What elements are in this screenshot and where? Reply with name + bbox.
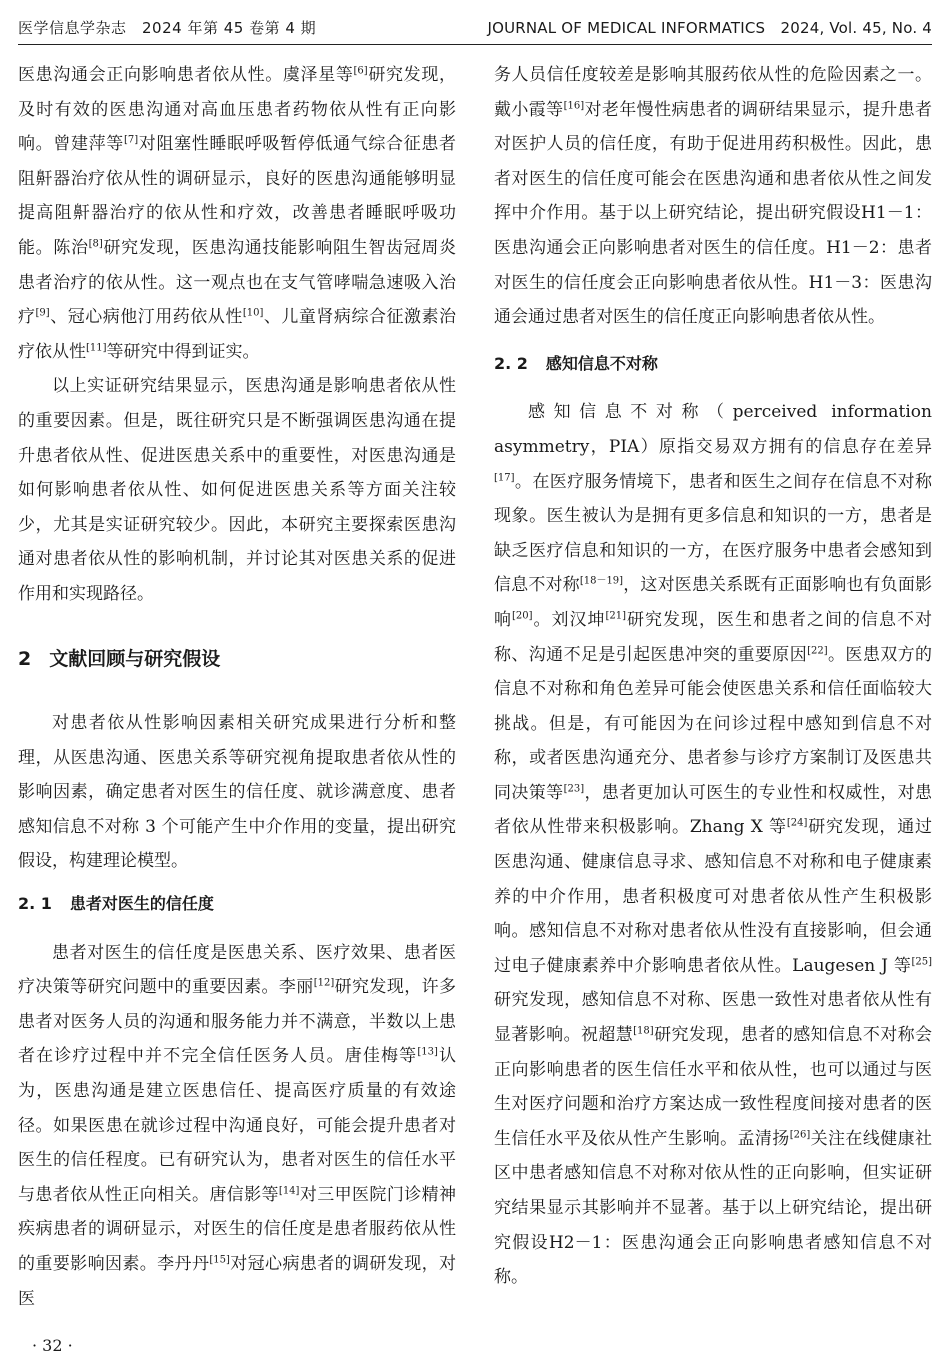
text-run: 。在医疗服务情境下，患者和医生之间存在信息不对称现象。医生被认为是拥有更多信息和知识的一方，患者是缺乏医疗信息和知识的一方，在医疗服务中患者会感知到信息不对称 <box>494 471 932 596</box>
citation: [10] <box>242 307 264 319</box>
text-run: 研究发现，医患沟通技能影响阻生智齿冠周炎患者治疗的依从性。这一观点也在支气管哮喘急速吸入治疗 <box>18 237 457 328</box>
section-number: 2. 1 <box>18 894 52 914</box>
paragraph-left-2: 以上实证研究结果显示，医患沟通是影响患者依从性的重要因素。但是，既往研究只是不断强调医患沟通在提升患者依从性、促进医患关系中的重要性，对医患沟通是如何影响患者依从性、如何促进医患关系等方面关注较少，尤其是实证研究较少。因此，本研究主要探索医患沟通对患者依从性的影响机制，并讨论其对医患关系的促进作用和实现路径。 <box>18 376 456 604</box>
citation: [8] <box>88 238 103 250</box>
text-run: 、儿童肾病综合征激素治疗依从性 <box>18 307 457 362</box>
journal-title-cn: 医学信息学杂志 2024 年第 45 卷第 4 期 <box>18 18 317 37</box>
section-title: 感知信息不对称 <box>545 353 658 373</box>
section-number: 2. 2 <box>494 353 528 373</box>
text-run: 对冠心病患者的调研发现，对医 <box>18 1254 457 1309</box>
citation: [18] <box>633 1025 654 1037</box>
text-run: 。医患双方的信息不对称和角色差异可能会使医患关系和信任面临较大挑战。但是，有可能因为在问诊过程中感知到信息不对称，或者医患沟通充分、患者参与诊疗方案制订及医患共同决策等 <box>494 644 933 803</box>
citation: [9] <box>35 307 50 319</box>
text-run: 等研究中得到证实。 <box>106 341 260 362</box>
citation: [12] <box>313 977 335 989</box>
citation: [23] <box>563 783 585 795</box>
paragraph-left-1 <box>18 58 456 369</box>
text-run: ，这对医患关系既有正面影响也有负面影响 <box>494 575 932 630</box>
text-run: 对阻塞性睡眠呼吸暂停低通气综合征患者阻鼾器治疗依从性的调研显示，良好的医患沟通能够明显提高阻鼾器治疗的依从性和疗效，改善患者睡眠呼吸功能。陈治 <box>18 134 457 258</box>
section-title: 文献回顾与研究假设 <box>49 647 221 670</box>
citation: [15] <box>209 1254 230 1266</box>
text-run: 务人员信任度较差是影响其服药依从性的危险因素之一。戴小霞等 <box>494 65 932 120</box>
text-run: 。刘汉坤 <box>532 609 606 630</box>
text-run: 研究发现，许多患者对医务人员的沟通和服务能力并不满意，半数以上患者在诊疗过程中并不完全信任医务人员。唐佳梅等 <box>18 977 457 1067</box>
text-run: 患者对医生的信任度是医患关系、医疗效果、患者医疗决策等研究问题中的重要因素。李丽 <box>18 942 456 998</box>
section-number: 2 <box>18 647 32 670</box>
running-header <box>18 10 932 45</box>
citation: [14] <box>278 1185 300 1197</box>
text-run: 研究发现，感知信息不对称、医患一致性对患者依从性有显著影响。祝超慧 <box>494 990 932 1046</box>
text-run: 研究发现，患者的感知信息不对称会正向影响患者的医生信任水平和依从性，也可以通过与医生对医疗问题和治疗方案达成一致性程度间接对患者的医生信任水平及依从性产生影响。孟清扬 <box>494 1025 932 1149</box>
citation: [20] <box>512 610 533 622</box>
citation: [22] <box>807 644 828 656</box>
paragraph-left-4 <box>18 936 456 1317</box>
journal-title-en: JOURNAL OF MEDICAL INFORMATICS 2024, Vol. 45, No. 4 <box>487 18 932 37</box>
text-run: 认为，医患沟通是建立医患信任、提高医疗质量的有效途径。如果医患在就诊过程中沟通良好，可能会提升患者对医生的信任程度。已有研究认为，患者对医生的信任水平与患者依从性正向相关。唐信影等 <box>18 1046 457 1205</box>
page-number: · 32 · <box>32 1336 73 1355</box>
citation: [6] <box>353 65 368 77</box>
text-run: 关注在线健康社区中患者感知信息不对称对依从性的正向影响，但实证研究结果显示其影响并不显著。基于以上研究结论，提出研究假设H2－1：医患沟通会正向影响患者感知信息不对称。 <box>494 1128 933 1288</box>
citation: [24] <box>786 817 808 829</box>
text-run: 研究发现，医生和患者之间的信息不对称、沟通不足是引起医患冲突的重要原因 <box>494 609 933 665</box>
citation: [11] <box>86 342 107 354</box>
text-run: ，患者更加认可医生的专业性和权威性，对患者依从性带来积极影响。Zhang X 等 <box>494 782 932 838</box>
citation: [25] <box>911 956 932 968</box>
citation: [7] <box>123 134 139 146</box>
text-run: 研究发现，通过医患沟通、健康信息寻求、感知信息不对称和电子健康素养的中介作用，患者积极度可对患者依从性产生积极影响。感知信息不对称对患者依从性没有直接影响，但会通过电子健康素养中介影响患者依从性。Laugesen J 等 <box>494 817 932 976</box>
text-run: 对三甲医院门诊精神疾病患者的调研显示，对医生的信任度是患者服药依从性的重要影响因素。李丹丹 <box>18 1184 457 1274</box>
text-run: 感知信息不对称（perceived information asymmetry，PIA）原指交易双方拥有的信息存在差异 <box>494 402 932 457</box>
text-run: 医患沟通会正向影响患者依从性。虞泽星等 <box>18 65 354 85</box>
citation: [26] <box>789 1129 811 1141</box>
paragraph-left-3: 对患者依从性影响因素相关研究成果进行分析和整理，从医患沟通、医患关系等研究视角提取患者依从性的影响因素，确定患者对医生的信任度、就诊满意度、患者感知信息不对称 3 个可能产生中介作用的变量，提出研究假设，构建理论模型。 <box>18 713 456 872</box>
citation: [21] <box>605 610 627 622</box>
section-heading-2-1 <box>18 887 456 922</box>
text-run: 对老年慢性病患者的调研结果显示，提升患者对医护人员的信任度，有助于促进用药积极性。因此，患者对医生的信任度可能会在医患沟通和患者依从性之间发挥中介作用。基于以上研究结论，提出研究假设H1－1：医患沟通会正向影响患者对医生的信任度。H1－2：患者对医生的信任度会正向影响患者依从性。H1－3：医患沟通会通过患者对医生的信任度正向影响患者依从性。 <box>494 99 932 328</box>
citation: [18－19] <box>579 575 624 587</box>
left-column <box>18 58 456 1316</box>
text-run: 、冠心病他汀用药依从性 <box>49 307 243 328</box>
citation: [13] <box>417 1046 438 1058</box>
citation: [16] <box>563 99 585 111</box>
citation: [17] <box>494 471 515 483</box>
section-title: 患者对医生的信任度 <box>69 894 214 914</box>
paragraph-right-1 <box>494 58 932 335</box>
section-heading-2-2 <box>494 347 932 382</box>
paragraph-right-2 <box>494 395 932 1294</box>
section-heading-2 <box>18 642 456 677</box>
text-run: 研究发现，及时有效的医患沟通对高血压患者药物依从性有正向影响。曾建萍等 <box>18 65 457 155</box>
right-column <box>494 58 932 1295</box>
